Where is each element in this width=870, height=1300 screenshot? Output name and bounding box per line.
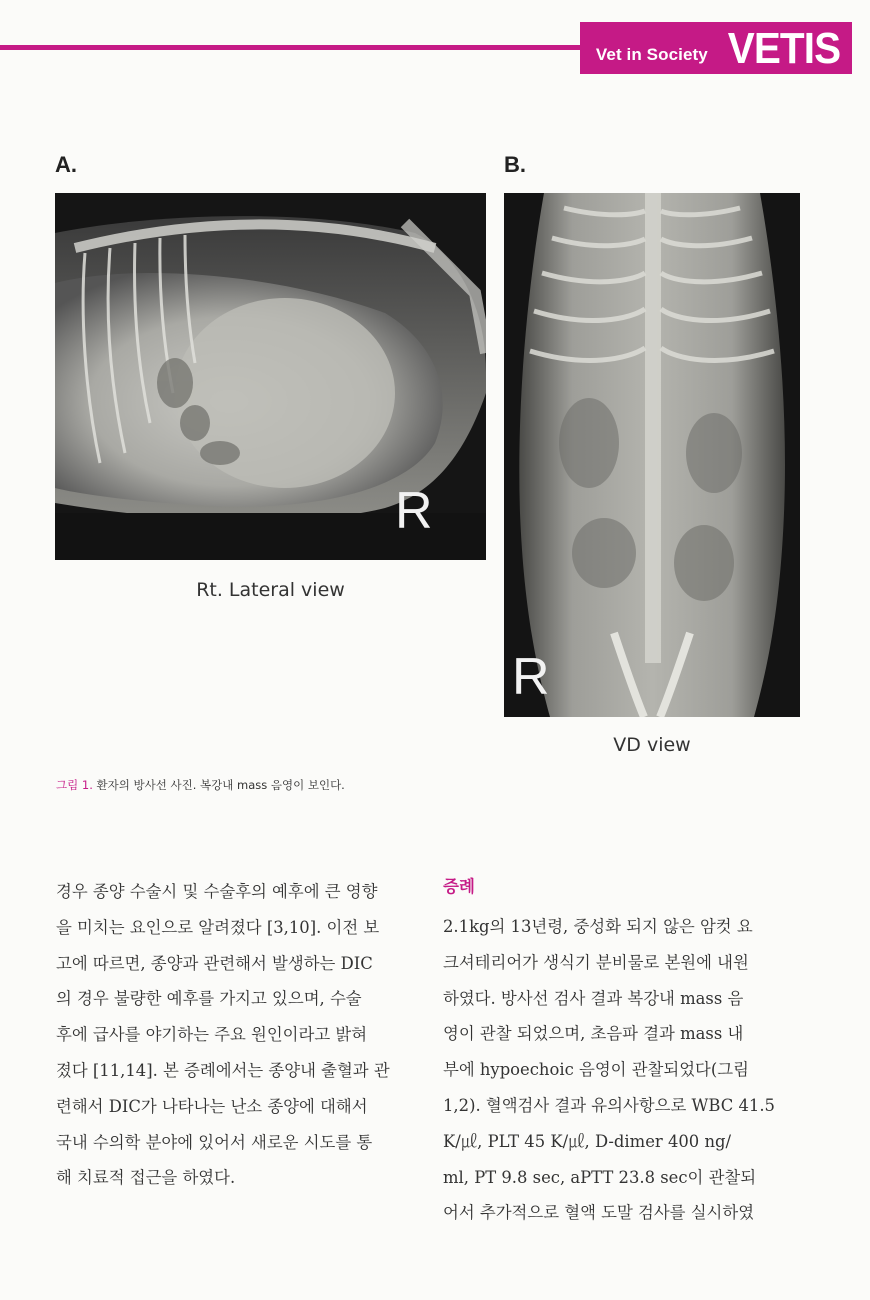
paragraph-line: 하였다. 방사선 검사 결과 복강내 mass 음	[443, 988, 744, 1008]
paragraph-line: 영이 관찰 되었으며, 초음파 결과 mass 내	[443, 1024, 744, 1044]
lateral-xray-image	[55, 193, 486, 560]
side-marker-r: R	[512, 648, 550, 706]
figure-caption-label: 그림 1.	[56, 778, 93, 792]
brand-logo-text: VETIS	[727, 24, 840, 73]
paragraph-line: 의 경우 불량한 예후를 가지고 있으며, 수술	[56, 989, 362, 1009]
paragraph-line: 후에 급사를 야기하는 주요 원인이라고 밝혀	[56, 1025, 368, 1045]
panel-b-label: B.	[504, 152, 526, 177]
section-heading-case: 증례	[443, 877, 475, 896]
paragraph-line: 크셔테리어가 생식기 분비물로 본원에 내원	[443, 952, 749, 972]
paragraph-line: 련해서 DIC가 나타나는 난소 종양에 대해서	[56, 1096, 368, 1116]
paragraph-line: 어서 추가적으로 혈액 도말 검사를 실시하였	[443, 1203, 755, 1223]
paragraph-line: K/㎕, PLT 45 K/㎕, D-dimer 400 ng/	[443, 1131, 732, 1151]
panel-a-caption: Rt. Lateral view	[196, 579, 345, 601]
left-text-column	[56, 874, 421, 1196]
paragraph-line: 국내 수의학 분야에 있어서 새로운 시도를 통	[56, 1132, 373, 1152]
paragraph-line: 1,2). 혈액검사 결과 유의사항으로 WBC 41.5	[443, 1095, 775, 1115]
figure-caption	[56, 777, 345, 793]
vd-xray-image	[504, 193, 800, 717]
right-text-column	[443, 909, 808, 1231]
paragraph-line: ml, PT 9.8 sec, aPTT 23.8 sec이 관찰되	[443, 1167, 757, 1187]
brand-subtitle: Vet in Society	[595, 45, 708, 64]
paragraph-line: 경우 종양 수술시 및 수술후의 예후에 큰 영향	[56, 882, 378, 901]
side-marker-r: R	[395, 482, 433, 540]
paragraph-line: 을 미치는 요인으로 알려졌다 [3,10]. 이전 보	[56, 917, 380, 937]
header-rule	[0, 45, 580, 50]
panel-a-label: A.	[55, 152, 77, 177]
paragraph-line: 고에 따르면, 종양과 관련해서 발생하는 DIC	[56, 953, 373, 973]
paragraph-line: 2.1kg의 13년령, 중성화 되지 않은 암컷 요	[443, 917, 753, 936]
paragraph-line: 해 치료적 접근을 하였다.	[56, 1168, 236, 1188]
paragraph-line: 부에 hypoechoic 음영이 관찰되었다(그림	[443, 1060, 749, 1080]
brand-banner	[580, 22, 852, 74]
paragraph-line: 졌다 [11,14]. 본 증례에서는 종양내 출혈과 관	[56, 1060, 390, 1080]
figure-caption-text: 환자의 방사선 사진. 복강내 mass 음영이 보인다.	[92, 778, 345, 792]
panel-b-caption: VD view	[613, 734, 691, 756]
